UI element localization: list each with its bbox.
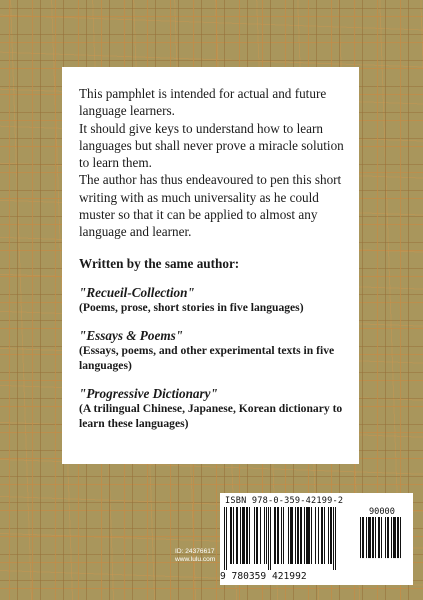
barcode-bar — [300, 507, 302, 564]
barcode-bar — [368, 517, 371, 558]
barcode-bar — [318, 507, 319, 564]
ean-barcode-bars — [224, 507, 352, 570]
barcode-bar — [283, 507, 284, 564]
barcode-bar — [288, 507, 289, 564]
barcode-bar — [372, 517, 374, 558]
barcode-bar — [295, 507, 296, 564]
barcode-bar — [393, 517, 396, 558]
barcode-bar — [315, 507, 316, 564]
book-title: "Essays & Poems" — [79, 328, 184, 344]
barcode-bar — [281, 507, 282, 564]
barcode-bar — [290, 507, 293, 564]
barcode-bar — [277, 507, 279, 564]
barcode-bar — [400, 517, 401, 558]
other-works-heading: Written by the same author: — [79, 255, 240, 271]
barcode-bar — [324, 507, 325, 564]
barcode-bar — [311, 507, 312, 564]
book-description: (A trilingual Chinese, Japanese, Korean dictionary to learn these languages) — [79, 402, 343, 430]
barcode-bar — [264, 507, 265, 564]
book-title: "Recueil-Collection" — [79, 284, 195, 300]
book-entry-dictionary — [79, 386, 345, 431]
book-description: (Poems, prose, short stories in five languages) — [79, 300, 304, 314]
barcode-bar — [362, 517, 364, 558]
ean-digits: 9 780359 421992 — [220, 571, 307, 582]
book-description: (Essays, poems, and other experimental texts in five languages) — [79, 344, 335, 372]
barcode-bar — [375, 517, 376, 558]
barcode-bar — [391, 517, 392, 558]
intro-paragraph-3: The author has thus endeavoured to pen this short writing with as much universality as he could muster so that it can be applied to almost any language and learner. — [79, 172, 342, 240]
barcode-bar — [333, 507, 334, 570]
addon-barcode-bars — [360, 517, 408, 563]
barcode-bar — [236, 507, 238, 564]
barcode-bar — [266, 507, 267, 564]
barcode-bar — [397, 517, 399, 558]
book-title: "Progressive Dictionary" — [79, 386, 218, 402]
book-entry-recueil — [79, 285, 345, 316]
barcode-bar — [233, 507, 234, 564]
back-cover-text-panel — [62, 67, 359, 464]
isbn-label: ISBN 978-0-359-42199-2 — [225, 496, 344, 506]
barcode-bar — [330, 507, 332, 564]
publisher-url: www.lulu.com — [175, 556, 216, 563]
barcode-bar — [274, 507, 276, 564]
barcode-bar — [256, 507, 258, 564]
intro-paragraph-1: This pamphlet is intended for actual and future language learners. — [79, 86, 327, 119]
barcode-bar — [226, 507, 227, 570]
intro-paragraph-2: It should give keys to understand how to learn languages but shall never prove a miracle solution to learn them. — [79, 120, 344, 171]
intro-text — [79, 85, 345, 241]
publisher-id: ID: 24376617 — [175, 548, 215, 555]
barcode-bar — [304, 507, 305, 564]
barcode-bar — [224, 507, 225, 570]
barcode-bar — [366, 517, 367, 558]
barcode-bar — [268, 507, 269, 570]
barcode-bar — [385, 517, 386, 558]
barcode-bar — [321, 507, 323, 564]
barcode-bar — [378, 517, 380, 558]
barcode-bar — [270, 507, 271, 570]
barcode-bar — [242, 507, 245, 564]
book-entry-essays — [79, 328, 345, 373]
barcode-bar — [297, 507, 299, 564]
barcode-bar — [328, 507, 329, 564]
barcode-bar — [335, 507, 336, 570]
isbn-barcode — [220, 493, 413, 585]
barcode-bar — [254, 507, 255, 564]
barcode-bar — [306, 507, 310, 564]
barcode-bar — [246, 507, 248, 564]
addon-code: 90000 — [369, 507, 395, 517]
publisher-info — [175, 548, 215, 564]
barcode-bar — [240, 507, 241, 564]
barcode-bar — [260, 507, 261, 564]
barcode-bar — [230, 507, 232, 564]
barcode-bar — [381, 517, 382, 558]
barcode-bar — [360, 517, 361, 558]
barcode-bar — [387, 517, 389, 558]
barcode-bar — [249, 507, 250, 564]
